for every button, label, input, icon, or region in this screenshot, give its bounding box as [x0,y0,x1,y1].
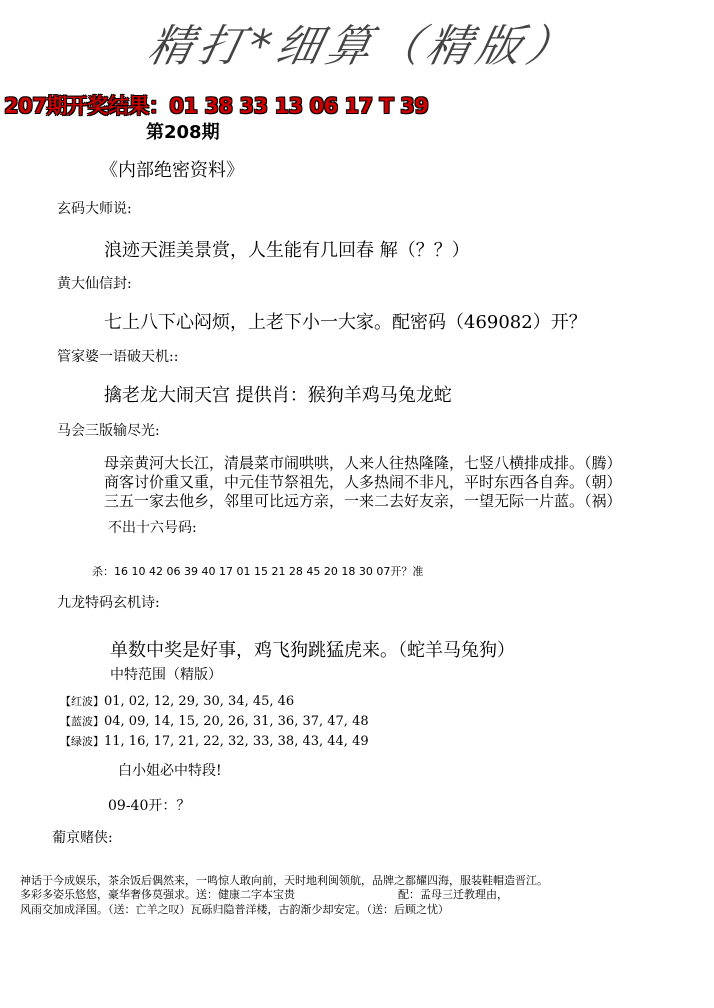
mahui-line-1: 母亲黄河大长江，清晨菜市闹哄哄，人来人往热隆隆，七竖八横排成排。（腾） [104,454,622,472]
fairy-text: 七上八下心闷烦，上老下小一大家。配密码（469082）开？ [104,312,587,333]
blue-wave-row [60,713,369,729]
segment-line: 09-40开：？ [108,798,191,814]
master-text: 浪迹天涯美景赏，人生能有几回春 解（？？） [104,240,470,261]
green-wave-row [60,733,369,749]
housekeeper-text: 擒老龙大闹天宫 提供肖：猴狗羊鸡马兔龙蛇 [104,385,452,406]
mahui-label: 马会三版输尽光: [57,423,160,439]
internal-title: 《内部绝密资料》 [100,160,244,181]
footer-line-2a: 多彩多姿乐悠悠，豪华奢侈莫强求。送：健康二字本宝贵 [20,888,295,901]
range-label: 中特范围（精版） [110,667,222,683]
green-wave-tag: 【绿波】 [60,735,104,748]
white-line: 白小姐必中特段! [118,763,222,779]
fairy-label: 黄大仙信封: [57,276,132,292]
master-label: 玄码大师说: [57,201,132,217]
kill-line: 杀：16 10 42 06 39 40 17 01 15 21 28 45 20 18 30 07开？准 [92,565,424,578]
jiulong-label: 九龙特码玄机诗: [57,595,160,611]
footer-line-2b: 配：孟母三迁教理由， [398,888,508,901]
jiulong-text: 单数中奖是好事，鸡飞狗跳猛虎来。（蛇羊马兔狗） [110,640,515,661]
title-art: 精打*细算（精版） [143,21,583,72]
issue-number: 第208期 [146,122,220,143]
housekeeper-label: 管家婆一语破天机:: [57,349,179,365]
red-wave-row [60,693,294,709]
mahui-line-2: 商客讨价重又重，中元佳节祭祖先，人多热闹不非凡，平时东西各自奔。（朝） [104,473,622,491]
red-wave-tag: 【红波】 [60,695,104,708]
result-line: 207期开奖结果：01 38 33 13 06 17 T 39 [4,94,429,118]
mahui-line-3: 三五一家去他乡，邻里可比远方亲，一来二去好友亲，一望无际一片蓝。（祸） [104,492,622,510]
no16-label: 不出十六号码: [108,520,197,536]
red-wave-numbers: 01, 02, 12, 29, 30, 34, 45, 46 [104,694,295,709]
blue-wave-numbers: 04, 09, 14, 15, 20, 26, 31, 36, 37, 47, 48 [104,714,369,729]
footer-line-1: 神话于今成娱乐，茶余饭后偶然来，一鸣惊人敢向前，天时地利闽领航，品牌之都耀四海，服装鞋帽造晋江。 [20,874,548,887]
green-wave-numbers: 11, 16, 17, 21, 22, 32, 33, 38, 43, 44, 49 [104,734,369,749]
footer-line-3: 风雨交加成泽国。（送：亡羊之叹）瓦砾归隐普洋楼，古韵渐少却安定。（送：后顾之忧） [20,903,449,916]
blue-wave-tag: 【蓝波】 [60,715,104,728]
macau-label: 葡京赌侠: [52,830,113,846]
